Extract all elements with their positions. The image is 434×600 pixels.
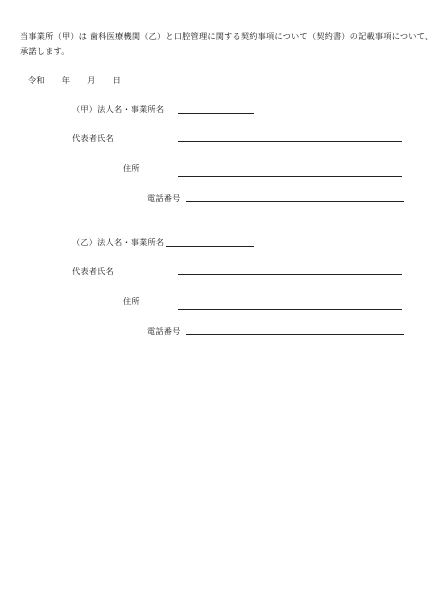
- party-a-rep-field[interactable]: [178, 141, 402, 142]
- party-a-phone-field[interactable]: [186, 201, 404, 202]
- party-b-phone-label: 電話番号: [147, 326, 181, 336]
- intro-line-1: 当事業所（甲）は 歯科医療機関（乙）と口腔管理に関する契約事項について（契約書）の記載事項について、: [20, 31, 434, 41]
- party-b-rep-field[interactable]: [178, 274, 402, 275]
- party-a-name-label: （甲）法人名・事業所名: [72, 104, 165, 114]
- date-line: [28, 75, 121, 85]
- date-month: 月: [87, 75, 96, 85]
- party-a-name-field[interactable]: [178, 113, 254, 114]
- party-b-address-field[interactable]: [178, 309, 402, 310]
- date-year: 年: [61, 75, 71, 85]
- party-b-name-label: （乙）法人名・事業所名: [72, 237, 165, 247]
- date-day: 日: [112, 75, 121, 85]
- party-a-address-label: 住所: [123, 163, 140, 173]
- party-b-rep-label: 代表者氏名: [72, 266, 114, 276]
- party-b-address-label: 住所: [123, 296, 140, 306]
- party-a-phone-label: 電話番号: [147, 193, 181, 203]
- party-b-phone-field[interactable]: [186, 334, 404, 335]
- party-a-rep-label: 代表者氏名: [72, 133, 114, 143]
- party-b-name-field[interactable]: [166, 246, 254, 247]
- intro-line-2: 承諾します。: [20, 46, 70, 56]
- date-era: 令和: [28, 75, 45, 85]
- party-a-address-field[interactable]: [178, 176, 402, 177]
